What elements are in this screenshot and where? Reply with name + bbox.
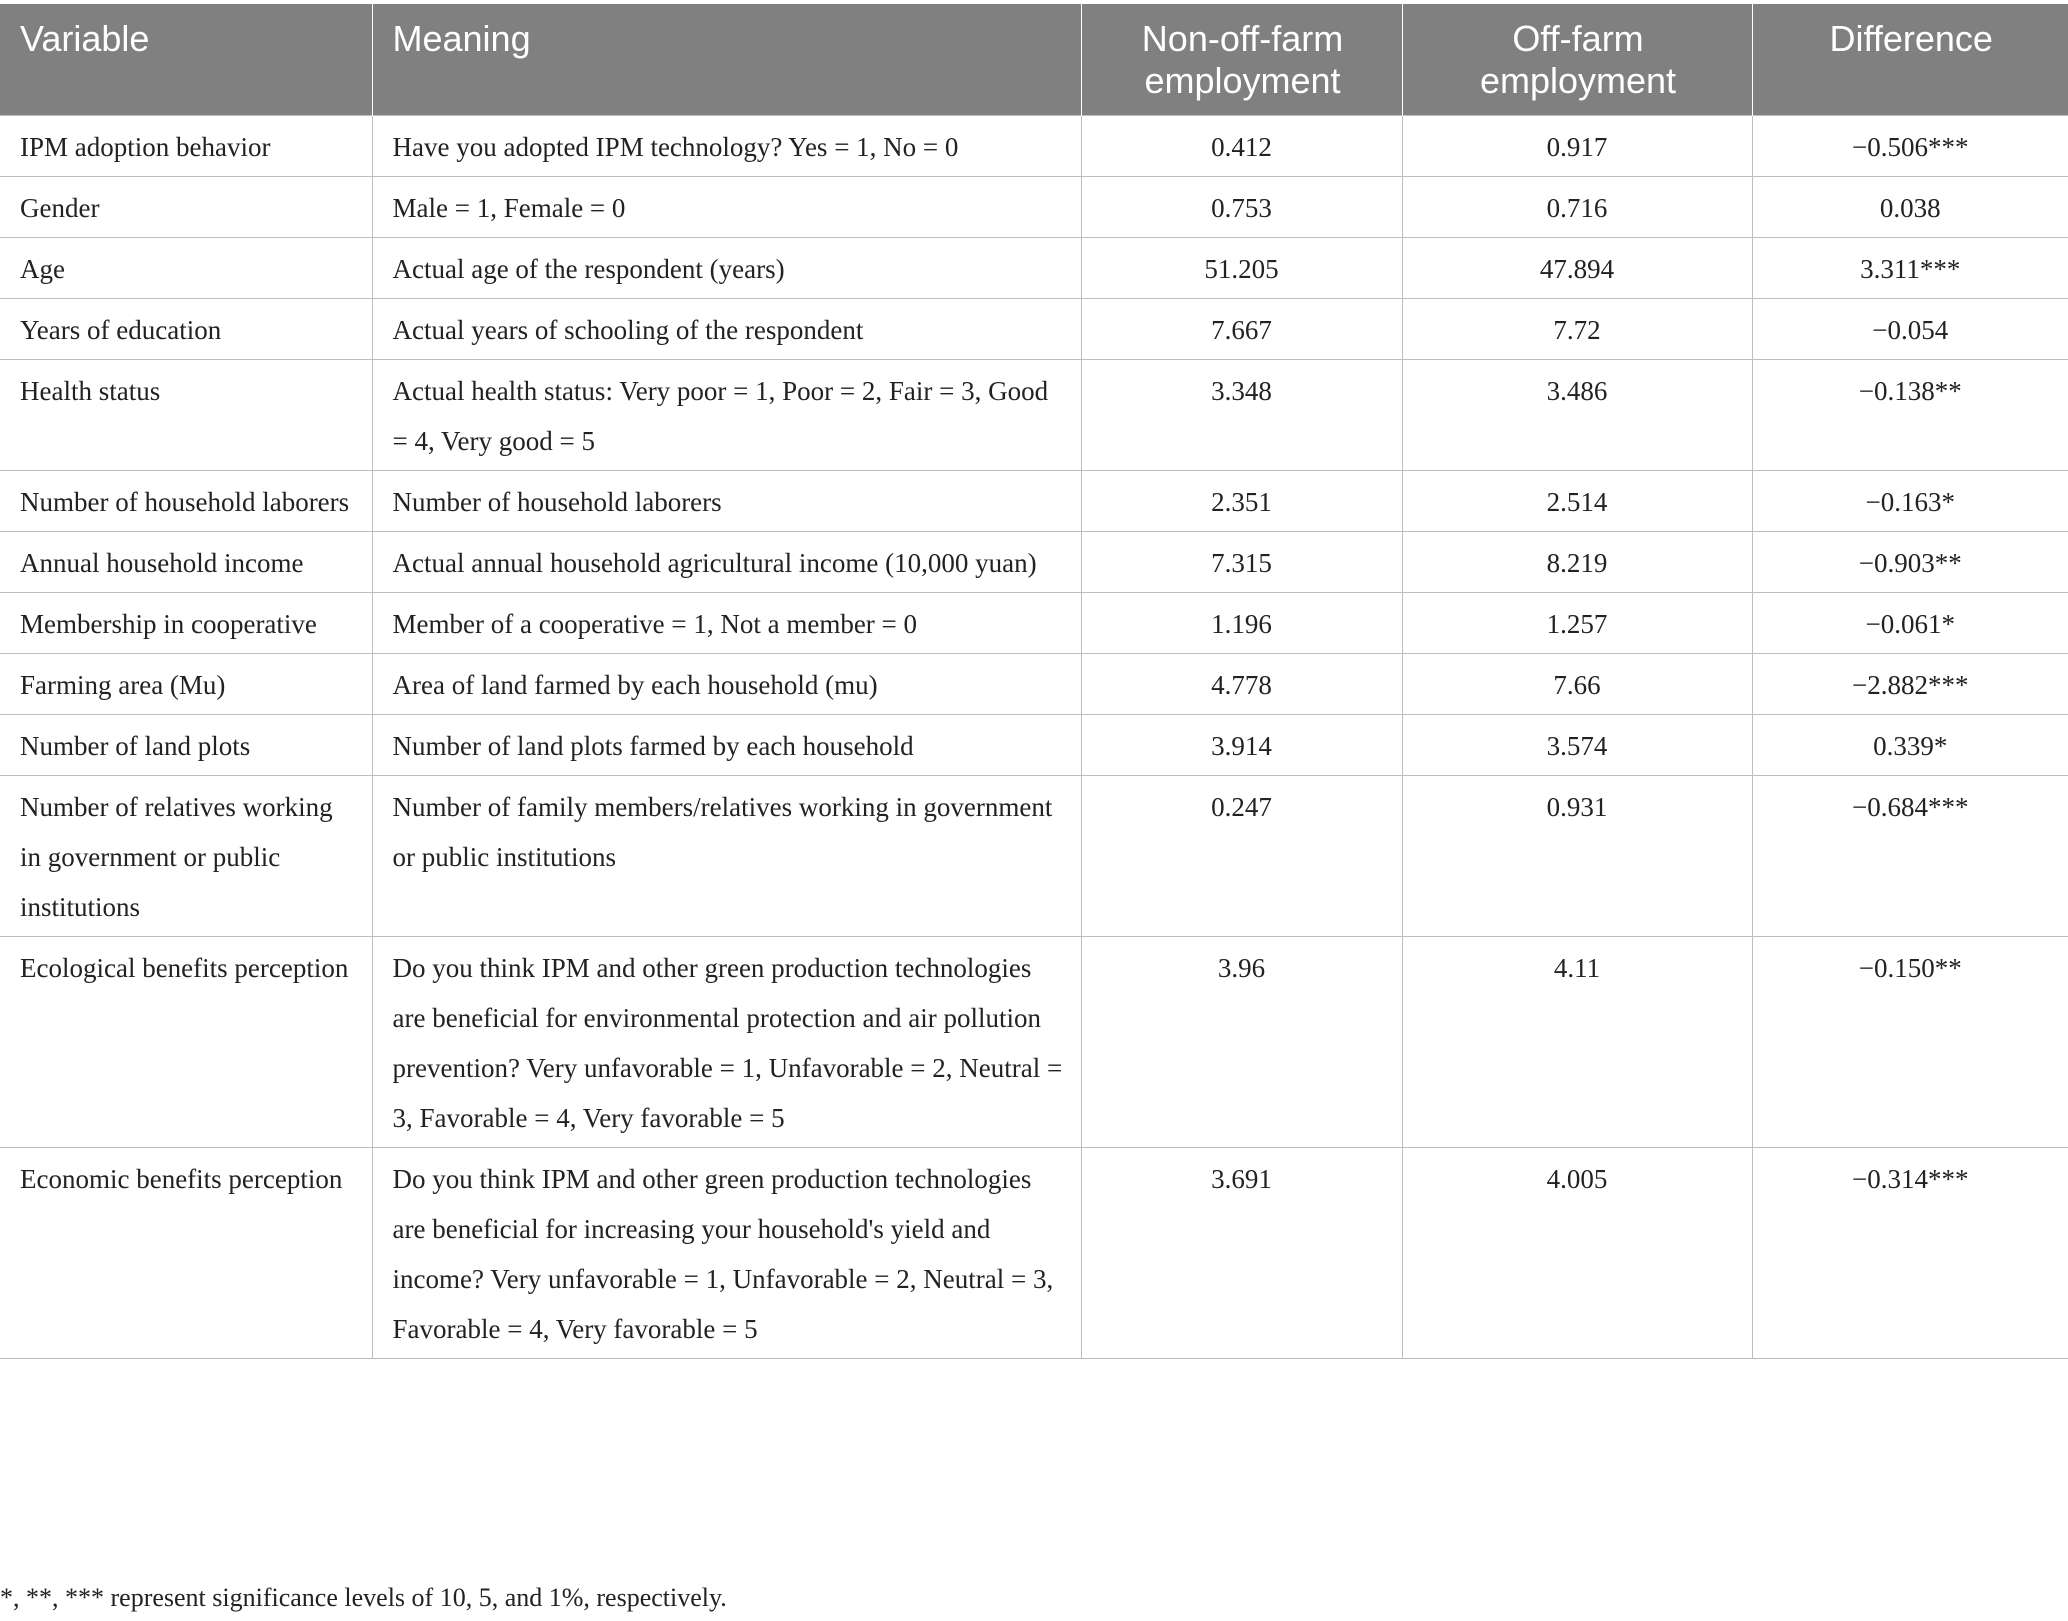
cell-variable: Economic benefits perception [0, 1147, 372, 1358]
cell-non-off-farm: 7.315 [1081, 531, 1402, 592]
cell-non-off-farm: 3.691 [1081, 1147, 1402, 1358]
cell-off-farm: 8.219 [1402, 531, 1752, 592]
cell-meaning: Do you think IPM and other green production technologies are beneficial for increasing your household's yield and income? Very unfavorable = 1, Unfavorable = 2, Neutral = 3, Favorable = 4, Very favorable = 5 [372, 1147, 1081, 1358]
cell-non-off-farm: 3.96 [1081, 936, 1402, 1147]
cell-off-farm: 0.931 [1402, 775, 1752, 936]
header-difference: Difference [1752, 4, 2068, 115]
header-row [0, 4, 2068, 115]
cell-non-off-farm: 0.247 [1081, 775, 1402, 936]
cell-non-off-farm: 0.753 [1081, 176, 1402, 237]
cell-difference: −0.150** [1752, 936, 2068, 1147]
cell-variable: Health status [0, 359, 372, 470]
header-meaning: Meaning [372, 4, 1081, 115]
cell-meaning: Area of land farmed by each household (mu) [372, 653, 1081, 714]
cell-difference: 3.311*** [1752, 237, 2068, 298]
cell-meaning: Actual age of the respondent (years) [372, 237, 1081, 298]
descriptive-statistics-table [0, 4, 2068, 1359]
cell-difference: −0.054 [1752, 298, 2068, 359]
cell-difference: −0.506*** [1752, 115, 2068, 176]
cell-difference: −0.314*** [1752, 1147, 2068, 1358]
table-footnote: *, **, *** represent significance levels of 10, 5, and 1%, respectively. [0, 1583, 727, 1612]
cell-meaning: Have you adopted IPM technology? Yes = 1, No = 0 [372, 115, 1081, 176]
cell-variable: Gender [0, 176, 372, 237]
cell-off-farm: 2.514 [1402, 470, 1752, 531]
cell-variable: Number of land plots [0, 714, 372, 775]
table-row [0, 936, 2068, 1147]
cell-variable: Membership in cooperative [0, 592, 372, 653]
cell-variable: Ecological benefits perception [0, 936, 372, 1147]
cell-non-off-farm: 1.196 [1081, 592, 1402, 653]
cell-difference: 0.339* [1752, 714, 2068, 775]
cell-difference: −0.138** [1752, 359, 2068, 470]
cell-meaning: Actual annual household agricultural income (10,000 yuan) [372, 531, 1081, 592]
cell-off-farm: 3.574 [1402, 714, 1752, 775]
cell-off-farm: 4.005 [1402, 1147, 1752, 1358]
cell-meaning: Male = 1, Female = 0 [372, 176, 1081, 237]
table-row [0, 531, 2068, 592]
cell-variable: Number of household laborers [0, 470, 372, 531]
table-row [0, 176, 2068, 237]
header-non-off-farm: Non-off-farm employment [1081, 4, 1402, 115]
cell-off-farm: 4.11 [1402, 936, 1752, 1147]
header-off-farm: Off-farm employment [1402, 4, 1752, 115]
cell-variable: Number of relatives working in government or public institutions [0, 775, 372, 936]
cell-off-farm: 1.257 [1402, 592, 1752, 653]
table-row [0, 470, 2068, 531]
cell-variable: Age [0, 237, 372, 298]
table-row [0, 298, 2068, 359]
cell-off-farm: 3.486 [1402, 359, 1752, 470]
cell-difference: −0.684*** [1752, 775, 2068, 936]
table-row [0, 1147, 2068, 1358]
cell-meaning: Number of household laborers [372, 470, 1081, 531]
table-body [0, 115, 2068, 1358]
cell-non-off-farm: 0.412 [1081, 115, 1402, 176]
cell-difference: −2.882*** [1752, 653, 2068, 714]
cell-off-farm: 7.72 [1402, 298, 1752, 359]
cell-variable: Farming area (Mu) [0, 653, 372, 714]
cell-off-farm: 0.716 [1402, 176, 1752, 237]
cell-non-off-farm: 2.351 [1081, 470, 1402, 531]
cell-difference: −0.903** [1752, 531, 2068, 592]
cell-difference: 0.038 [1752, 176, 2068, 237]
table-row [0, 775, 2068, 936]
cell-meaning: Actual health status: Very poor = 1, Poor = 2, Fair = 3, Good = 4, Very good = 5 [372, 359, 1081, 470]
cell-meaning: Number of family members/relatives working in government or public institutions [372, 775, 1081, 936]
cell-difference: −0.061* [1752, 592, 2068, 653]
cell-difference: −0.163* [1752, 470, 2068, 531]
cell-non-off-farm: 7.667 [1081, 298, 1402, 359]
cell-off-farm: 7.66 [1402, 653, 1752, 714]
table-row [0, 115, 2068, 176]
cell-off-farm: 0.917 [1402, 115, 1752, 176]
cell-non-off-farm: 3.914 [1081, 714, 1402, 775]
cell-non-off-farm: 3.348 [1081, 359, 1402, 470]
cell-meaning: Actual years of schooling of the respondent [372, 298, 1081, 359]
table-row [0, 714, 2068, 775]
cell-off-farm: 47.894 [1402, 237, 1752, 298]
table-row [0, 237, 2068, 298]
table-row [0, 359, 2068, 470]
cell-non-off-farm: 51.205 [1081, 237, 1402, 298]
table-row [0, 592, 2068, 653]
table-header [0, 4, 2068, 115]
cell-variable: Years of education [0, 298, 372, 359]
cell-meaning: Number of land plots farmed by each household [372, 714, 1081, 775]
cell-variable: IPM adoption behavior [0, 115, 372, 176]
header-variable: Variable [0, 4, 372, 115]
cell-non-off-farm: 4.778 [1081, 653, 1402, 714]
cell-variable: Annual household income [0, 531, 372, 592]
cell-meaning: Do you think IPM and other green production technologies are beneficial for environmental protection and air pollution prevention? Very unfavorable = 1, Unfavorable = 2, Neutral = 3, Favorable = 4, Very favorable = 5 [372, 936, 1081, 1147]
cell-meaning: Member of a cooperative = 1, Not a member = 0 [372, 592, 1081, 653]
table-container [0, 4, 2068, 1359]
table-row [0, 653, 2068, 714]
